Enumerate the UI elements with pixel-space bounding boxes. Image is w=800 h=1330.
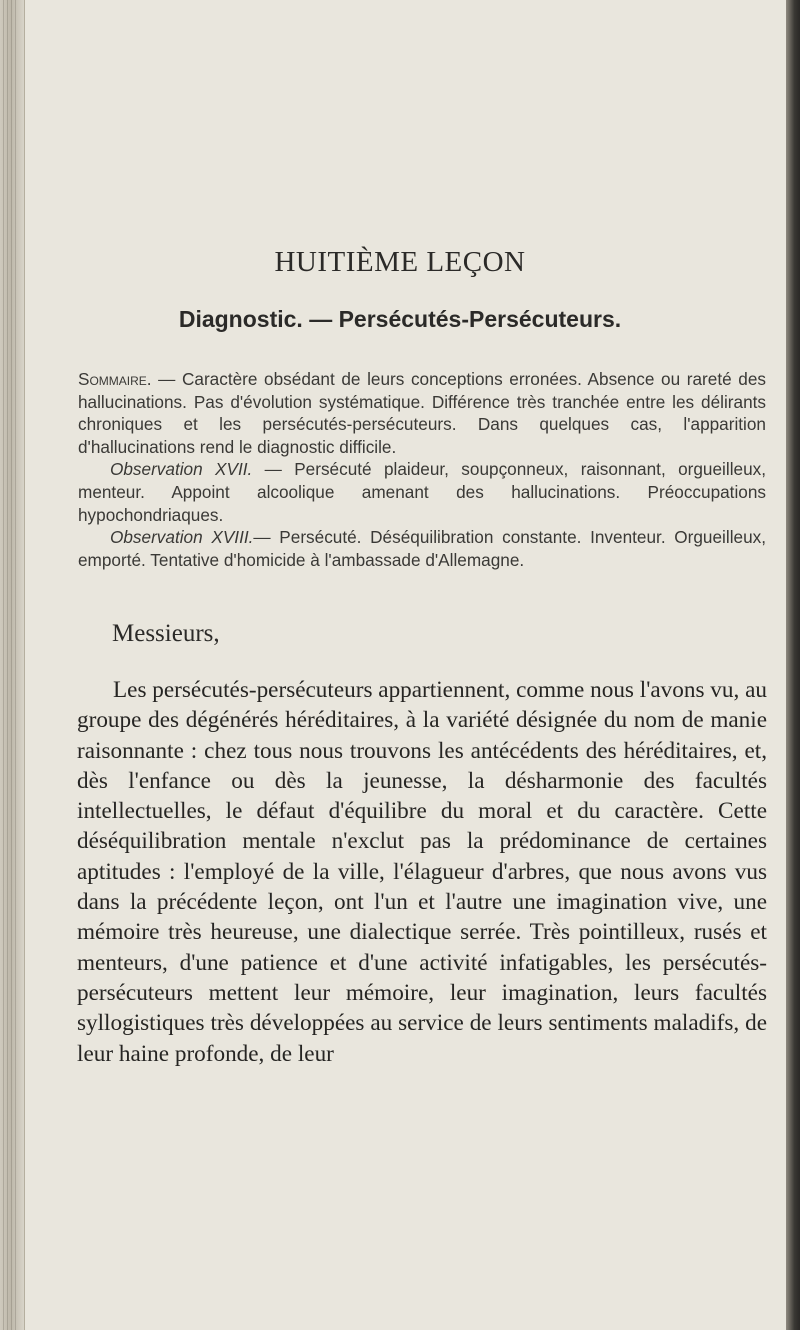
salutation: Messieurs, <box>112 620 220 647</box>
observation-17-label: Observation XVII. <box>110 459 253 480</box>
body-paragraph: Les persécutés-persécuteurs appartiennent, comme nous l'avons vu, au groupe des dégénérés héréditaires, à la variété désignée du nom de manie raisonnante : chez tous nous trouvons les antécédents des héréditaires, et, dès l'enfance ou dès la jeunesse, la désharmonie des facultés intellectuelles, le défaut d'équilibre du moral et du caractère. Cette déséquilibration mentale n'exclut pas la prédominance de certaines aptitudes : l'employé de la ville, l'élagueur d'arbres, que nous avons vus dans la précédente leçon, ont l'un et l'autre une imagination vive, une mémoire très heureuse, une dialectique serrée. Très pointilleux, rusés et menteurs, d'une patience et d'une activité infatigables, les persécutés-persécuteurs mettent leur mémoire, leur imagination, leurs facultés syllogistiques très développées au service de leurs sentiments maladifs, de leur haine profonde, de leur <box>77 677 767 1067</box>
observation-17 <box>78 458 766 526</box>
summary-label: Sommaire. <box>78 369 152 389</box>
observation-18-label: Observation XVIII. <box>110 527 254 548</box>
observation-18 <box>78 526 766 571</box>
summary-block <box>78 368 766 571</box>
observation-18-text: — Persécuté. Déséquilibration constante. Inventeur. Orgueilleux, emporté. Tentative d'homicide à l'ambassade d'Allemagne. <box>78 527 766 570</box>
summary-paragraph <box>78 368 766 458</box>
chapter-subtitle: Diagnostic. — Persécutés-Persécuteurs. <box>178 306 622 332</box>
summary-text: — Caractère obsédant de leurs conceptions erronées. Absence ou rareté des hallucinations. Pas d'évolution systématique. Différence très tranchée entre les délirants chroniques et les persécutés-persécuteurs. Dans quelques cas, l'apparition d'hallucinations rend le diagnostic difficile. <box>78 369 766 457</box>
observation-17-text: — Persécuté plaideur, soupçonneux, raisonnant, orgueilleux, menteur. Appoint alcoolique amenant des hallucinations. Préoccupations hypochondriaques. <box>78 459 766 525</box>
chapter-title: HUITIÈME LEÇON <box>274 246 526 278</box>
